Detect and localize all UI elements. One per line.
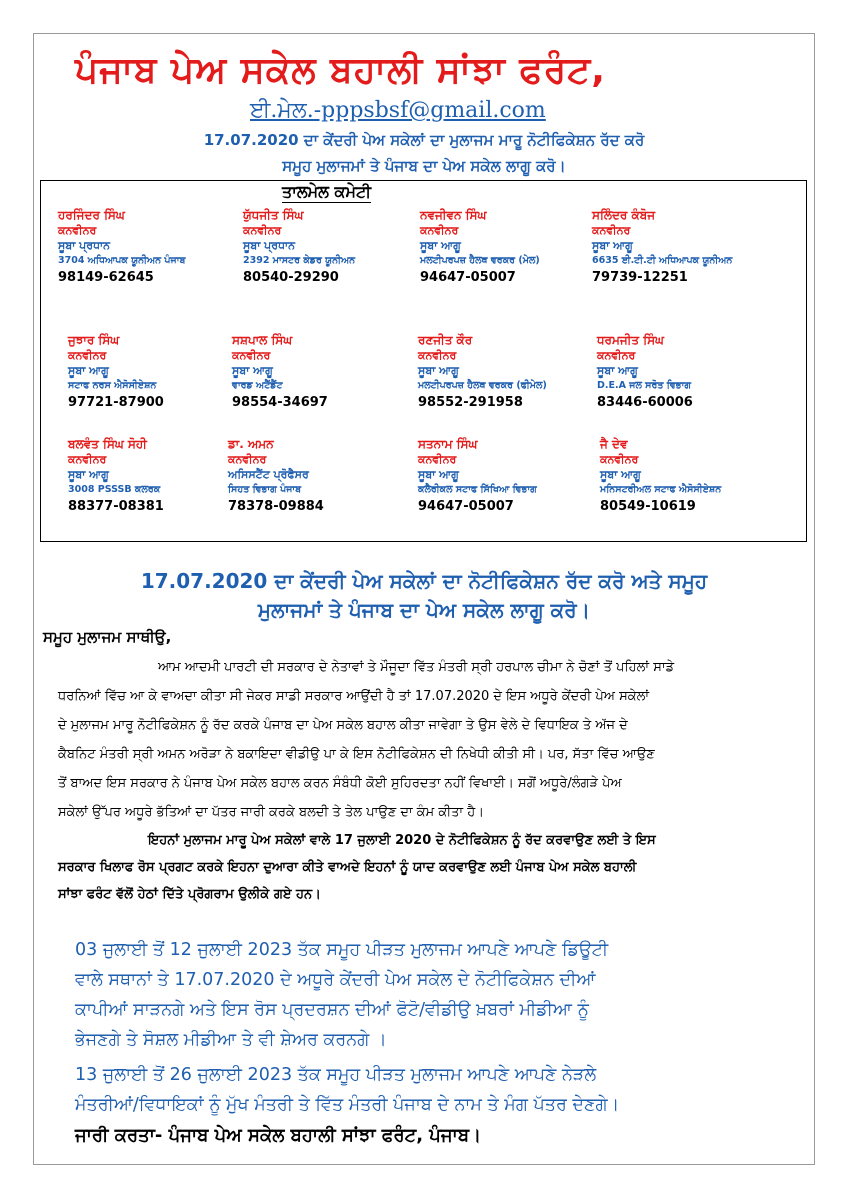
- member-phone: 80549-10619: [600, 499, 696, 514]
- member-organization: D.E.A ਜਲ ਸਰੋਤ ਵਿਭਾਗ: [597, 380, 691, 391]
- committee-title: ਤਾਲਮੇਲ ਕਮੇਟੀ: [282, 182, 372, 201]
- member-phone: 98149-62645: [58, 270, 154, 285]
- member-organization: ਮਨਿਸਟਰੀਅਲ ਸਟਾਫ ਐਸੋਸੀਏਸ਼ਨ: [600, 484, 722, 495]
- committee-member: [418, 333, 547, 410]
- member-role: ਕਨਵੀਨਰ: [420, 224, 459, 237]
- committee-member: [420, 208, 540, 285]
- member-name: ਡਾ. ਅਮਨ: [228, 437, 274, 451]
- member-position: ਅਸਿਸਟੈਂਟ ਪ੍ਰੋਫੈਸਰ: [228, 468, 309, 481]
- member-position: ਸੂਬਾ ਆਗੂ: [600, 468, 641, 481]
- page-title: ਪੰਜਾਬ ਪੇਅ ਸਕੇਲ ਬਹਾਲੀ ਸਾਂਝਾ ਫਰੰਟ,: [75, 50, 606, 91]
- committee-member: [597, 333, 693, 410]
- member-name: ਯੁੱਧਜੀਤ ਸਿੰਘ: [243, 208, 304, 222]
- member-role: ਕਨਵੀਨਰ: [58, 224, 97, 237]
- member-phone: 78378-09884: [228, 499, 324, 514]
- subtitle-line-2: ਸਮੂਹ ਮੁਲਾਜਮਾਂ ਤੇ ਪੰਜਾਬ ਦਾ ਪੇਅ ਸਕੇਲ ਲਾਗੂ ਕਰੋ।: [282, 157, 566, 175]
- committee-member: [600, 437, 721, 514]
- member-position: ਸੂਬਾ ਆਗੂ: [592, 239, 633, 252]
- subtitle-line-1: 17.07.2020 ਦਾ ਕੇਂਦਰੀ ਪੇਅ ਸਕੇਲਾਂ ਦਾ ਮੁਲਾਜਮ ਮਾਰੂ ਨੋਟੀਫਿਕੇਸ਼ਨ ਰੱਦ ਕਰੋ: [203, 131, 645, 149]
- member-organization: ਮਲਟੀਪਰਪਜ਼ ਹੈਲਥ ਵਰਕਰ (ਫੀਮੇਲ): [418, 380, 547, 391]
- member-position: ਸੂਬਾ ਪ੍ਰਧਾਨ: [243, 239, 296, 252]
- member-name: ਨਵਜੀਵਨ ਸਿੰਘ: [420, 208, 487, 222]
- member-organization: 3008 PSSSB ਕਲਰਕ: [68, 484, 161, 495]
- member-role: ਕਨਵੀਨਰ: [597, 349, 636, 362]
- member-role: ਕਨਵੀਨਰ: [228, 453, 267, 466]
- member-phone: 94647-05007: [420, 270, 516, 285]
- member-organization: ਸਟਾਫ ਨਰਸ ਐਸੋਸੀਏਸ਼ਨ: [68, 380, 157, 391]
- member-phone: 88377-08381: [68, 499, 164, 514]
- member-role: ਕਨਵੀਨਰ: [592, 224, 631, 237]
- issued-by: ਜਾਰੀ ਕਰਤਾ- ਪੰਜਾਬ ਪੇਅ ਸਕੇਲ ਬਹਾਲੀ ਸਾਂਝਾ ਫਰੰਟ, ਪੰਜਾਬ।: [75, 1125, 482, 1146]
- committee-member: [228, 437, 324, 514]
- member-role: ਕਨਵੀਨਰ: [68, 349, 107, 362]
- member-phone: 98554-34697: [232, 395, 328, 410]
- member-phone: 98552-291958: [418, 395, 523, 410]
- member-organization: ਵਾਰਡ ਅਟੈਂਡੈਂਟ: [232, 380, 283, 391]
- member-role: ਕਨਵੀਨਰ: [418, 349, 457, 362]
- email-link[interactable]: ਈ.ਮੇਲ.-pppsbsf@gmail.com: [250, 98, 546, 123]
- committee-member: [68, 333, 164, 410]
- member-name: ਸਤਨਾਮ ਸਿੰਘ: [418, 437, 478, 451]
- member-position: ਸੂਬਾ ਆਗੂ: [420, 239, 461, 252]
- member-phone: 94647-05007: [418, 499, 514, 514]
- member-organization: 2392 ਮਾਸਟਰ ਕੇਡਰ ਯੂਨੀਅਨ: [243, 255, 356, 266]
- committee-member: [418, 437, 537, 514]
- member-name: ਬਲਵੰਤ ਸਿੰਘ ਸੋਹੀ: [68, 437, 147, 451]
- member-phone: 80540-29290: [243, 270, 339, 285]
- member-role: ਕਨਵੀਨਰ: [418, 453, 457, 466]
- main-heading-line-1: 17.07.2020 ਦਾ ਕੇਂਦਰੀ ਪੇਅ ਸਕੇਲਾਂ ਦਾ ਨੋਟੀਫਿਕੇਸ਼ਨ ਰੱਦ ਕਰੋ ਅਤੇ ਸਮੂਹ: [140, 569, 708, 593]
- member-organization: ਸਿਹਤ ਵਿਭਾਗ ਪੰਜਾਬ: [228, 484, 302, 495]
- member-role: ਕਨਵੀਨਰ: [232, 349, 271, 362]
- member-name: ਹਰਜਿੰਦਰ ਸਿੰਘ: [58, 208, 125, 222]
- member-position: ਸੂਬਾ ਪ੍ਰਧਾਨ: [58, 239, 111, 252]
- committee-member: [243, 208, 355, 285]
- member-position: ਸੂਬਾ ਆਗੂ: [232, 364, 273, 377]
- member-phone: 83446-60006: [597, 395, 693, 410]
- paragraph-line: ਇਹਨਾਂ ਮੁਲਾਜਮ ਮਾਰੂ ਪੇਅ ਸਕੇਲਾਂ ਵਾਲੇ 17 ਜੁਲਾਈ 2020 ਦੇ ਨੋਟੀਫਿਕੇਸ਼ਨ ਨੂੰ ਰੱਦ ਕਰਵਾਉਣ ਲਈ ਤੇ ਇਸ: [148, 833, 656, 848]
- salutation: ਸਮੂਹ ਮੁਲਾਜਮ ਸਾਥੀਉ,: [43, 628, 172, 646]
- program-line: ਮੰਤਰੀਆਂ/ਵਿਧਾਇਕਾਂ ਨੂੰ ਮੁੱਖ ਮੰਤਰੀ ਤੇ ਵਿੱਤ ਮੰਤਰੀ ਪੰਜਾਬ ਦੇ ਨਾਮ ਤੇ ਮੰਗ ਪੱਤਰ ਦੇਣਗੇ।: [75, 1095, 620, 1115]
- committee-member: [68, 437, 164, 514]
- paragraph-line: ਕੈਬਨਿਟ ਮੰਤਰੀ ਸ੍ਰੀ ਅਮਨ ਅਰੋੜਾ ਨੇ ਬਕਾਇਦਾ ਵੀਡੀਉ ਪਾ ਕੇ ਇਸ ਨੋਟੀਫਿਕੇਸ਼ਨ ਦੀ ਨਿਖੇਧੀ ਕੀਤੀ ਸੀ। ਪਰ, ਸੱਤਾ ਵਿੱਚ ਆਉਣ: [58, 747, 655, 762]
- member-phone: 79739-12251: [592, 270, 688, 285]
- member-role: ਕਨਵੀਨਰ: [243, 224, 282, 237]
- main-heading-line-2: ਮੁਲਾਜਮਾਂ ਤੇ ਪੰਜਾਬ ਦਾ ਪੇਅ ਸਕੇਲ ਲਾਗੂ ਕਰੋ।: [257, 598, 591, 622]
- member-organization: ਕਲੈਰੀਕਲ ਸਟਾਫ ਸਿੱਖਿਆ ਵਿਭਾਗ: [418, 484, 537, 495]
- member-position: ਸੂਬਾ ਆਗੂ: [68, 468, 109, 481]
- member-name: ਧਰਮਜੀਤ ਸਿੰਘ: [597, 333, 664, 347]
- member-position: ਸੂਬਾ ਆਗੂ: [418, 468, 459, 481]
- member-position: ਸੂਬਾ ਆਗੂ: [68, 364, 109, 377]
- program-line: ਭੇਜਣਗੇ ਤੇ ਸੋਸ਼ਲ ਮੀਡੀਆ ਤੇ ਵੀ ਸ਼ੇਅਰ ਕਰਨਗੇ ।: [75, 1030, 387, 1050]
- member-position: ਸੂਬਾ ਆਗੂ: [418, 364, 459, 377]
- program-line: 03 ਜੁਲਾਈ ਤੋਂ 12 ਜੁਲਾਈ 2023 ਤੱਕ ਸਮੂਹ ਪੀੜਤ ਮੁਲਾਜਮ ਆਪਣੇ ਆਪਣੇ ਡਿਊਟੀ: [75, 940, 609, 960]
- member-organization: 3704 ਅਧਿਆਪਕ ਯੂਨੀਅਨ ਪੰਜਾਬ: [58, 255, 186, 266]
- paragraph-line: ਧਰਨਿਆਂ ਵਿੱਚ ਆ ਕੇ ਵਾਅਦਾ ਕੀਤਾ ਸੀ ਜੇਕਰ ਸਾਡੀ ਸਰਕਾਰ ਆਉਂਦੀ ਹੈ ਤਾਂ 17.07.2020 ਦੇ ਇਸ ਅਧੂਰੇ ਕੇਂਦਰੀ ਪੇਅ ਸਕੇਲਾਂ: [58, 689, 650, 704]
- committee-member: [232, 333, 328, 410]
- member-name: ਸਲਿੰਦਰ ਕੰਬੋਜ: [592, 208, 656, 222]
- program-line: 13 ਜੁਲਾਈ ਤੋਂ 26 ਜੁਲਾਈ 2023 ਤੱਕ ਸਮੂਹ ਪੀੜਤ ਮੁਲਾਜਮ ਆਪਣੇ ਆਪਣੇ ਨੇੜਲੇ: [75, 1065, 597, 1085]
- program-line: ਕਾਪੀਆਂ ਸਾੜਨਗੇ ਅਤੇ ਇਸ ਰੋਸ ਪ੍ਰਦਰਸ਼ਨ ਦੀਆਂ ਫੋਟੋ/ਵੀਡੀਉ ਖ਼ਬਰਾਂ ਮੀਡੀਆ ਨੂੰ: [75, 1000, 589, 1020]
- paragraph-line: ਸਕੇਲਾਂ ਉੱਪਰ ਅਧੂਰੇ ਭੱਤਿਆਂ ਦਾ ਪੱਤਰ ਜਾਰੀ ਕਰਕੇ ਬਲਦੀ ਤੇ ਤੇਲ ਪਾਉਣ ਦਾ ਕੰਮ ਕੀਤਾ ਹੈ।: [58, 805, 485, 820]
- member-role: ਕਨਵੀਨਰ: [68, 453, 107, 466]
- paragraph-line: ਤੋਂ ਬਾਅਦ ਇਸ ਸਰਕਾਰ ਨੇ ਪੰਜਾਬ ਪੇਅ ਸਕੇਲ ਬਹਾਲ ਕਰਨ ਸੰਬੰਧੀ ਕੋਈ ਸੁਹਿਰਦਤਾ ਨਹੀਂ ਵਿਖਾਈ। ਸਗੋਂ ਅਧੂਰੇ/ਲੰਗੜੇ ਪੇਅ: [58, 776, 622, 791]
- member-role: ਕਨਵੀਨਰ: [600, 453, 639, 466]
- member-name: ਰਣਜੀਤ ਕੌਰ: [418, 333, 473, 347]
- paragraph-line: ਸਰਕਾਰ ਖਿਲਾਫ ਰੋਸ ਪ੍ਰਗਟ ਕਰਕੇ ਇਹਨਾ ਦੁਆਰਾ ਕੀਤੇ ਵਾਅਦੇ ਇਹਨਾਂ ਨੂੰ ਯਾਦ ਕਰਵਾਉਣ ਲਈ ਪੰਜਾਬ ਪੇਅ ਸਕੇਲ ਬਹਾਲੀ: [58, 860, 637, 875]
- member-phone: 97721-87900: [68, 395, 164, 410]
- paragraph-line: ਆਮ ਆਦਮੀ ਪਾਰਟੀ ਦੀ ਸਰਕਾਰ ਦੇ ਨੇਤਾਵਾਂ ਤੇ ਮੌਜੂਦਾ ਵਿੱਤ ਮੰਤਰੀ ਸ੍ਰੀ ਹਰਪਾਲ ਚੀਮਾ ਨੇ ਚੋਣਾਂ ਤੋਂ ਪਹਿਲਾਂ ਸਾਡੇ: [158, 660, 675, 675]
- committee-member: [592, 208, 732, 285]
- member-name: ਜੈ ਦੇਵ: [600, 437, 628, 451]
- paragraph-line: ਸਾਂਝਾ ਫਰੰਟ ਵੱਲੋਂ ਹੇਠਾਂ ਦਿੱਤੇ ਪ੍ਰੋਗਰਾਮ ਉਲੀਕੇ ਗਏ ਹਨ।: [58, 887, 321, 902]
- member-name: ਸਸ਼ਪਾਲ ਸਿੰਘ: [232, 333, 293, 347]
- member-organization: ਮਲਟੀਪਰਪਜ਼ ਹੈਲਥ ਵਰਕਰ (ਮੇਲ): [420, 255, 540, 266]
- member-organization: 6635 ਈ.ਟੀ.ਟੀ ਅਧਿਆਪਕ ਯੂਨੀਅਨ: [592, 255, 733, 266]
- paragraph-line: ਦੇ ਮੁਲਾਜਮ ਮਾਰੂ ਨੋਟੀਫਿਕੇਸ਼ਨ ਨੂੰ ਰੱਦ ਕਰਕੇ ਪੰਜਾਬ ਦਾ ਪੇਅ ਸਕੇਲ ਬਹਾਲ ਕੀਤਾ ਜਾਵੇਗਾ ਤੇ ਉਸ ਵੇਲੇ ਦੇ ਵਿਧਾਇਕ ਤੇ ਅੱਜ ਦੇ: [58, 718, 628, 733]
- member-name: ਜੁਝਾਰ ਸਿੰਘ: [68, 333, 120, 347]
- member-position: ਸੂਬਾ ਆਗੂ: [597, 364, 638, 377]
- program-line: ਵਾਲੇ ਸਥਾਨਾਂ ਤੇ 17.07.2020 ਦੇ ਅਧੂਰੇ ਕੇਂਦਰੀ ਪੇਅ ਸਕੇਲ ਦੇ ਨੋਟੀਫਿਕੇਸ਼ਨ ਦੀਆਂ: [75, 970, 596, 990]
- committee-member: [58, 208, 185, 285]
